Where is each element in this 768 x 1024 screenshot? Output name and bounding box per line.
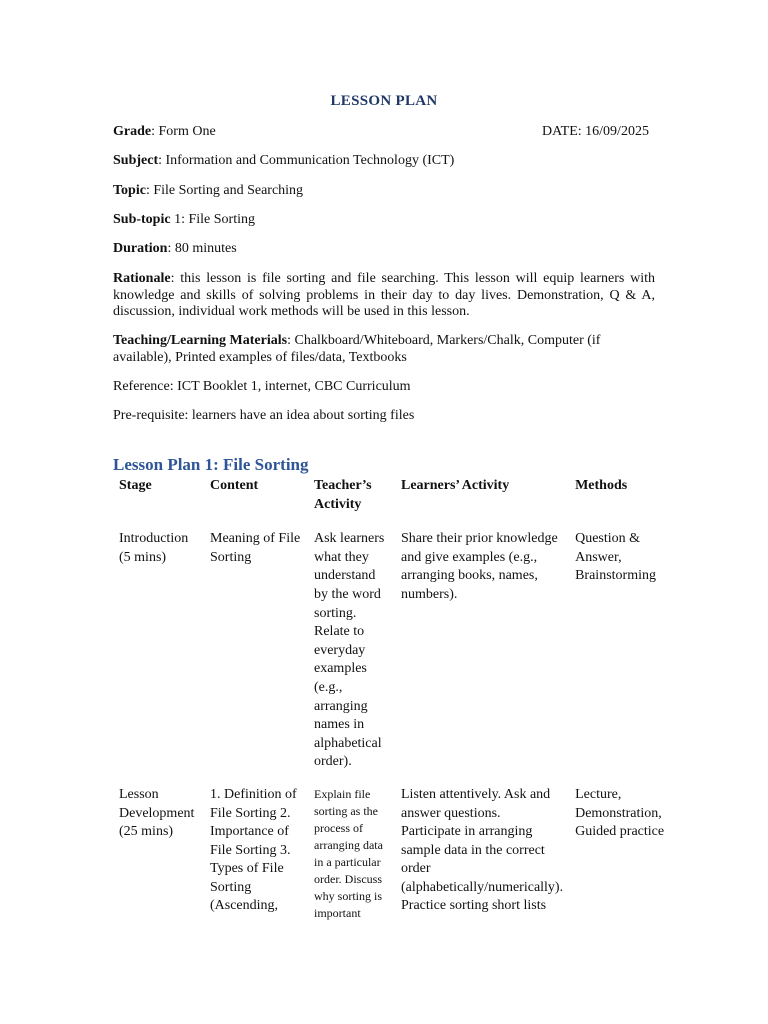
section-title: Lesson Plan 1: File Sorting [113, 455, 309, 474]
topic-line [113, 182, 303, 200]
topic-label: Topic [113, 183, 146, 198]
cell-methods: Lecture, Demonstration, Guided practice [575, 786, 665, 840]
column-header-content: Content [210, 478, 259, 493]
cell-learners-activity: Listen attentively. Ask and answer questions. Participate in arranging sample data in the correct order (alphabetically/numerically). Practice sorting short lists [401, 786, 564, 914]
rationale-paragraph [113, 271, 655, 321]
column-header-methods: Methods [575, 478, 628, 493]
subject-line [113, 152, 454, 170]
column-header-teacher-activity: Teacher’s Activity [314, 478, 372, 512]
rationale-label: Rationale [113, 271, 171, 286]
rationale-value: : this lesson is file sorting and file searching. This lesson will equip learners with knowledge and skills of solving problems in their day to day lives. Demonstration, Q & A, discussion, individual work methods will be used in this lesson. [113, 271, 655, 319]
duration-label: Duration [113, 241, 168, 256]
column-header-learners-activity: Learners’ Activity [401, 478, 510, 493]
materials-paragraph [113, 333, 655, 366]
lesson-plan-table [113, 475, 671, 924]
materials-value: : Chalkboard/Whiteboard, Markers/Chalk, Computer (if available), Printed examples of files/data, Textbooks [113, 333, 601, 365]
subtopic-label: Sub-topic [113, 212, 171, 227]
cell-teacher-activity: Ask learners what they understand by the word sorting. Relate to everyday examples (e.g., arranging names in alphabetical order). [314, 531, 385, 770]
cell-content: Meaning of File Sorting [210, 531, 301, 565]
cell-stage: Introduction (5 mins) [119, 531, 189, 565]
topic-value: : File Sorting and Searching [145, 183, 304, 198]
duration-line [113, 240, 237, 258]
subtopic-line [113, 211, 255, 229]
duration-value: : 80 minutes [167, 241, 237, 256]
cell-stage: Lesson Development (25 mins) [119, 786, 195, 840]
reference-line: Reference: ICT Booklet 1, internet, CBC Curriculum [113, 379, 411, 394]
table-row [113, 784, 671, 924]
subject-label: Subject [113, 153, 159, 168]
cell-teacher-activity: Explain file sorting as the process of arranging data in a particular order. Discuss why sorting is important [314, 786, 383, 920]
table-header-row [113, 475, 671, 528]
column-header-stage: Stage [119, 478, 152, 493]
cell-methods: Question & Answer, Brainstorming [575, 531, 656, 584]
subject-value: : Information and Communication Technology (ICT) [158, 153, 455, 168]
subtopic-value: 1: File Sorting [170, 212, 255, 227]
prerequisite-line: Pre-requisite: learners have an idea about sorting files [113, 408, 415, 423]
document-title: LESSON PLAN [330, 93, 438, 109]
date: DATE: 16/09/2025 [542, 124, 649, 139]
cell-learners-activity: Share their prior knowledge and give examples (e.g., arranging books, names, numbers). [401, 531, 558, 602]
grade-value: : Form One [151, 124, 216, 139]
cell-content: 1. Definition of File Sorting 2. Importance of File Sorting 3. Types of File Sorting (Ascending, [210, 786, 297, 914]
table-row [113, 528, 671, 784]
grade-label: Grade [113, 124, 152, 139]
grade-line [113, 123, 216, 141]
materials-label: Teaching/Learning Materials [113, 333, 288, 348]
